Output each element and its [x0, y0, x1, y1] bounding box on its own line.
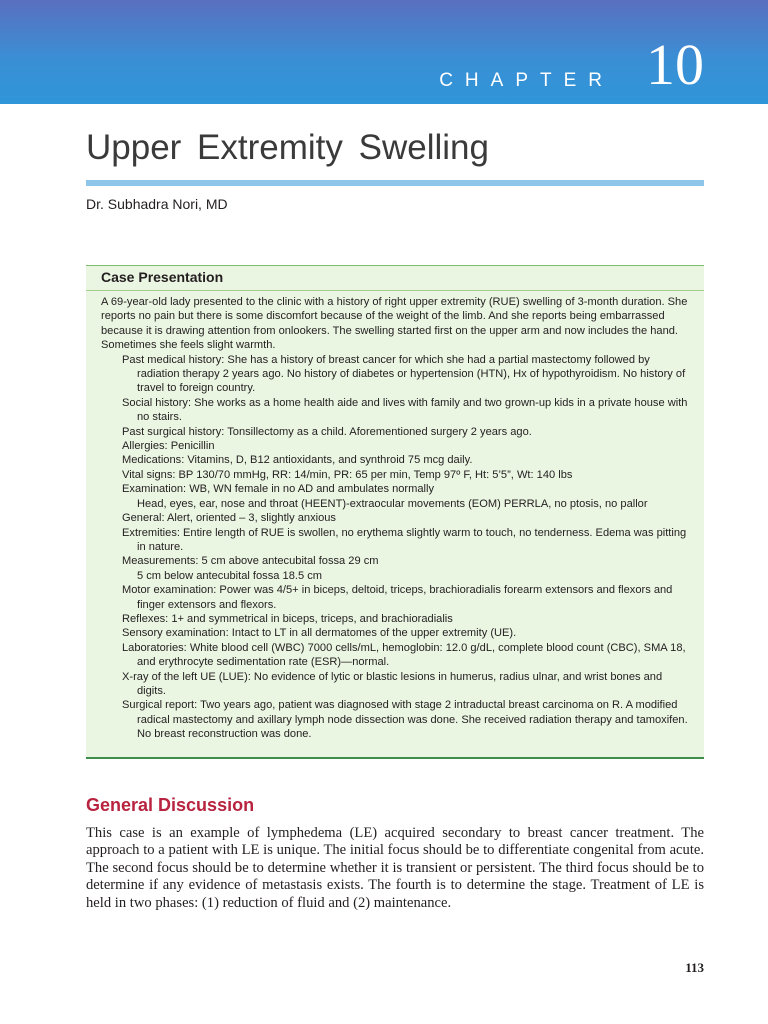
case-item: Medications: Vitamins, D, B12 antioxidants, and synthroid 75 mcg daily.	[122, 454, 473, 467]
case-item: Surgical report: Two years ago, patient was diagnosed with stage 2 intraductal breast carcinoma on R. A modified radical mastectomy and axillary lymph node dissection was done. She received radiation therapy and tamoxifen. No breast reconstruction was done.	[122, 699, 688, 741]
title-divider	[86, 180, 704, 186]
case-item: Laboratories: White blood cell (WBC) 7000 cells/mL, hemoglobin: 12.0 g/dL, complete blood count (CBC), SMA 18, and erythrocyte sedimentation rate (ESR)—normal.	[122, 641, 686, 669]
case-item: Sensory examination: Intact to LT in all dermatomes of the upper extremity (UE).	[122, 627, 517, 640]
case-item: Past medical history: She has a history of breast cancer for which she had a partial mastectomy followed by radiation therapy 2 years ago. No history of diabetes or hypertension (HTN), Hx of hypothyroidism. No history of travel to foreign country.	[122, 353, 686, 395]
case-item: Reflexes: 1+ and symmetrical in biceps, triceps, and brachioradialis	[122, 612, 453, 625]
case-presentation-body	[86, 291, 704, 742]
case-item: X-ray of the left UE (LUE): No evidence of lytic or blastic lesions in humerus, radius ulnar, and wrist bones and digits.	[122, 670, 663, 697]
case-item: Vital signs: BP 130/70 mmHg, RR: 14/min, PR: 65 per min, Temp 97º F, Ht: 5’5”, Wt: 140 lbs	[122, 468, 573, 481]
general-discussion-paragraph: This case is an example of lymphedema (LE) acquired secondary to breast cancer treatment. The approach to a patient with LE is unique. The initial focus should be to differentiate congenital from acute. The second focus should be to determine whether it is transient or persistent. The third focus should be to determine if any evidence of metastasis exists. The fourth is to determine the stage. Treatment of LE is held in two phases: (1) reduction of fluid and (2) maintenance.	[86, 825, 704, 911]
author-name: Dr. Subhadra Nori, MD	[86, 196, 228, 212]
general-discussion-heading: General Discussion	[86, 795, 255, 815]
case-item: Examination: WB, WN female in no AD and ambulates normally	[122, 483, 434, 496]
case-item: Past surgical history: Tonsillectomy as a child. Aforementioned surgery 2 years ago.	[122, 425, 532, 438]
case-presentation-heading: Case Presentation	[86, 266, 704, 291]
chapter-number: 10	[646, 32, 704, 97]
case-item: Allergies: Penicillin	[122, 440, 215, 453]
page-number: 113	[685, 960, 704, 975]
case-item: Measurements: 5 cm above antecubital fossa 29 cm	[122, 555, 379, 568]
case-intro: A 69-year-old lady presented to the clinic with a history of right upper extremity (RUE) swelling of 3-month duration. She reports no pain but there is some discomfort because of the weight of the limb. And she reports being embarrassed because it is drawing attention from onlookers. The swelling started first on the upper arm and now includes the hand. Sometimes she feels slight warmth.	[101, 296, 688, 352]
case-item: Head, eyes, ear, nose and throat (HEENT)-extraocular movements (EOM) PERRLA, no ptosis, no pallor	[137, 497, 648, 510]
case-presentation-box	[86, 265, 704, 759]
case-item: Extremities: Entire length of RUE is swollen, no erythema slightly warm to touch, no tenderness. Edema was pitting in nature.	[122, 526, 687, 553]
case-item: 5 cm below antecubital fossa 18.5 cm	[137, 569, 322, 582]
case-item: Motor examination: Power was 4/5+ in biceps, deltoid, triceps, brachioradialis forearm extensors and flexors and finger extensors and flexors.	[122, 584, 673, 611]
case-item: General: Alert, oriented – 3, slightly anxious	[122, 512, 336, 525]
chapter-banner	[0, 0, 768, 104]
chapter-title: Upper Extremity Swelling	[86, 128, 489, 167]
chapter-label: CHAPTER	[439, 70, 614, 91]
case-item: Social history: She works as a home health aide and lives with family and two grown-up kids in a private house with no stairs.	[122, 396, 688, 424]
